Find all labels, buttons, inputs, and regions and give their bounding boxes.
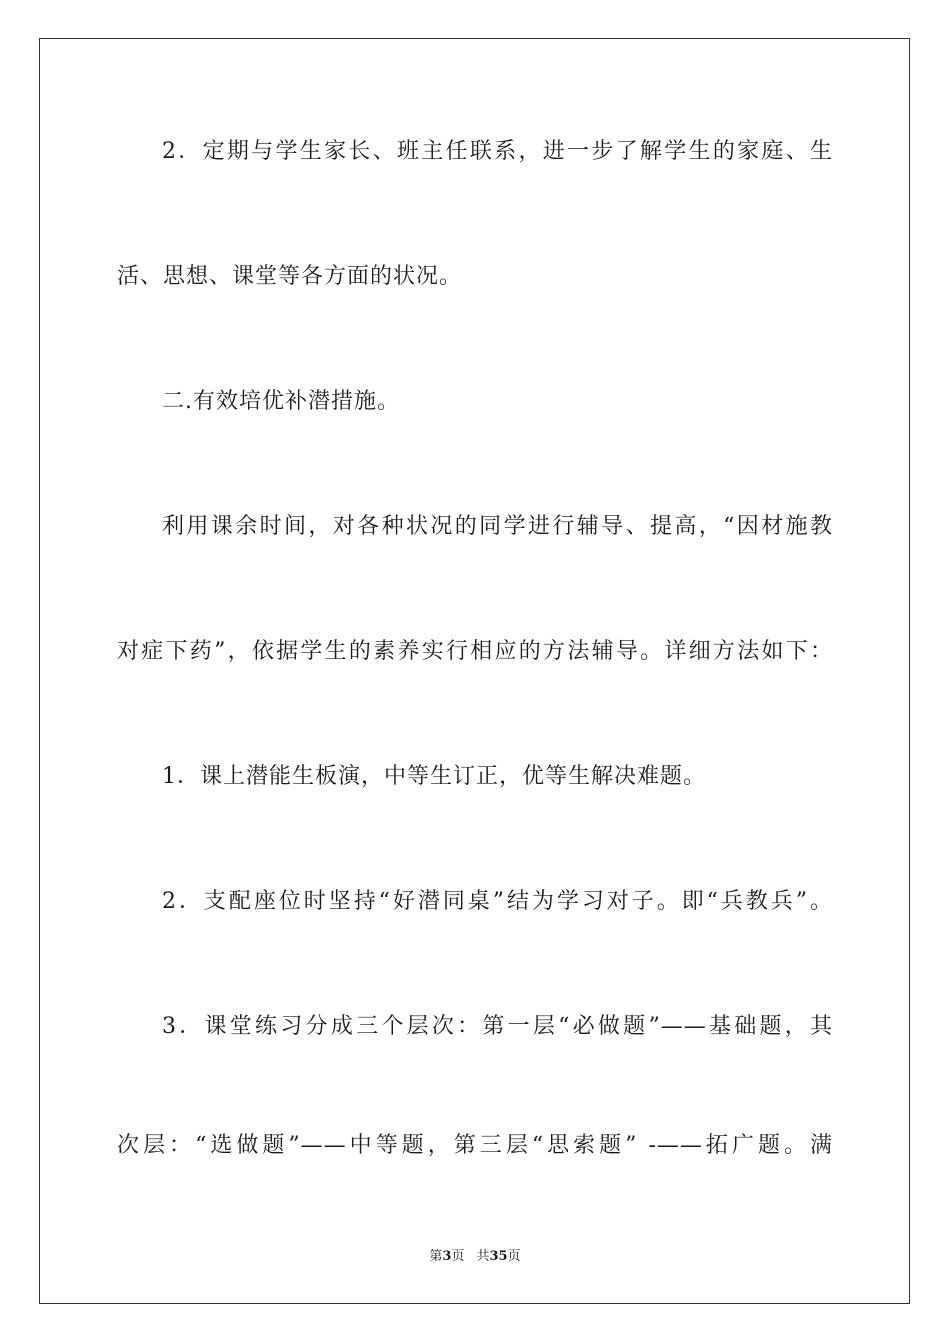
section-heading: 二.有效培优补潜措施。 [162, 389, 400, 414]
paragraph-line: 次层：“选做题”——中等题，第三层“思索题” -——拓广题。满 [117, 1133, 833, 1158]
footer-total-pages: 35 [489, 1249, 508, 1264]
list-item: 3．课堂练习分成三个层次：第一层“必做题”——基础题，其 [162, 1014, 833, 1039]
footer-page-prefix: 第 [429, 1249, 443, 1264]
paragraph-line: 2．定期与学生家长、班主任联系，进一步了解学生的家庭、生 [162, 139, 833, 164]
page-border [39, 38, 910, 1304]
paragraph-line: 对症下药”，依据学生的素养实行相应的方法辅导。详细方法如下： [117, 639, 833, 664]
page-footer [0, 1248, 950, 1266]
paragraph-line: 利用课余时间，对各种状况的同学进行辅导、提高，“因材施教 [162, 514, 833, 539]
footer-page-number: 3 [442, 1249, 452, 1264]
list-item: 1．课上潜能生板演，中等生订正，优等生解决难题。 [162, 764, 706, 789]
list-item: 2．支配座位时坚持“好潜同桌”结为学习对子。即“兵教兵”。 [162, 889, 833, 914]
footer-total-prefix: 共 [476, 1249, 490, 1264]
paragraph-line: 活、思想、课堂等各方面的状况。 [117, 264, 463, 289]
footer-total-suffix: 页 [507, 1249, 521, 1264]
footer-page-suffix: 页 [451, 1249, 465, 1264]
